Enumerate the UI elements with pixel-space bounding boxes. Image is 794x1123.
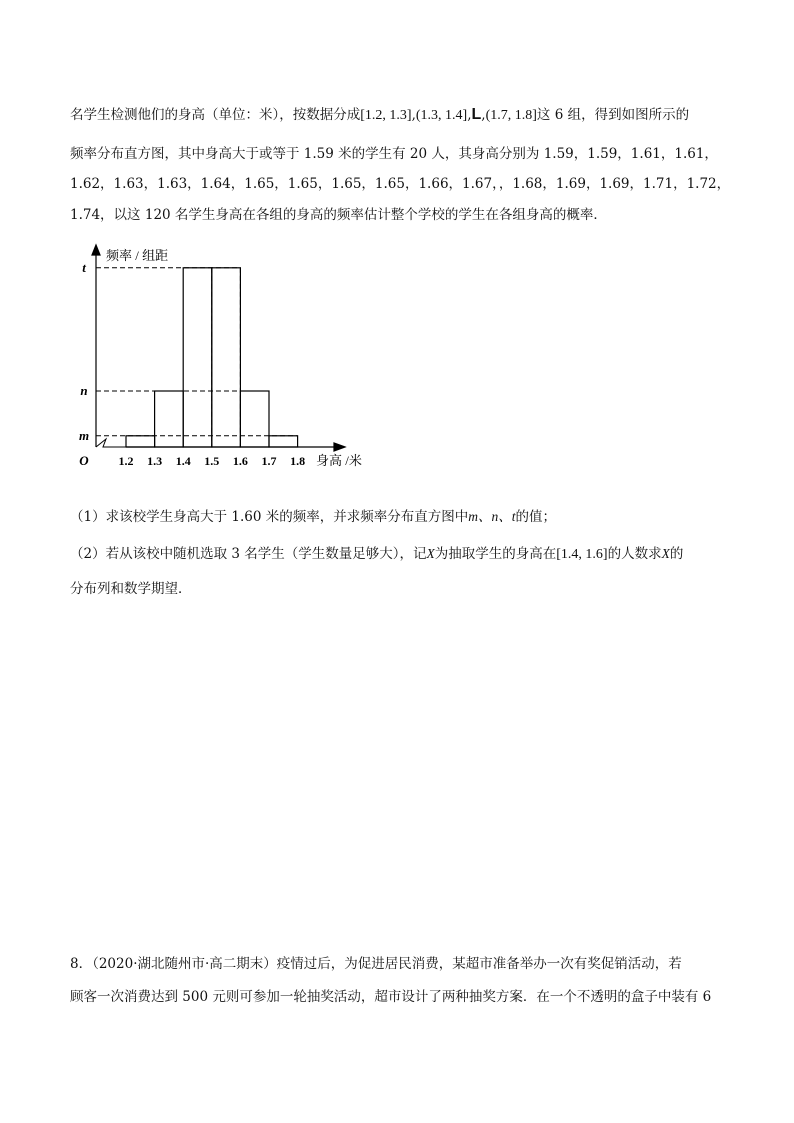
y-tick-label-t: t (82, 259, 86, 275)
x-tick-label: 1.3 (147, 454, 163, 468)
origin-label: O (79, 453, 89, 468)
histogram-bar-5 (240, 391, 269, 447)
question-2-line-2: 分布列和数学期望． (70, 581, 192, 597)
histogram-bar-6 (269, 436, 298, 447)
histogram-bar-3 (183, 268, 212, 447)
problem-8-line-2: 顾客一次消费达到 500 元则可参加一轮抽奖活动，超市设计了两种抽奖方案．在一个不透明的盒子中装有 6 (70, 989, 712, 1005)
histogram-bar-4 (212, 268, 241, 447)
axis-break-mark (96, 439, 126, 447)
question-2-text: （2）若从该校中随机选取 3 名学生（学生数量足够大），记 (70, 546, 427, 562)
var-x: X (661, 546, 670, 561)
x-tick-label: 1.2 (118, 454, 134, 468)
text-line-1: 名学生检测他们的身高（单位：米），按数据分成[1.2, 1.3],(1.3, 1.4],L,(1.7, 1.8]这 6 组，得到如图所示的 (70, 106, 690, 123)
question-1-text-end: 的值； (515, 509, 556, 525)
interval-1-4-1-6: [1.4, 1.6] (556, 547, 608, 562)
text-line-2: 频率分布直方图，其中身高大于或等于 1.59 米的学生有 20 人，其身高分别为 1.59，1.59，1.61，1.61， (70, 146, 718, 162)
x-tick-label: 1.8 (290, 454, 306, 468)
question-2-text: 为抽取学生的身高在 (434, 546, 557, 562)
text-segment: 这 6 组，得到如图所示的 (536, 107, 690, 123)
question-1 (70, 508, 556, 526)
x-tick-label: 1.5 (204, 454, 220, 468)
x-tick-label: 1.4 (175, 454, 191, 468)
var-x: X (426, 546, 435, 561)
text-line-4: 1.74，以这 120 名学生身高在各组的身高的频率估计整个学校的学生在各组身高的概率． (70, 207, 607, 223)
x-axis-arrow (334, 443, 345, 451)
y-axis-label: 频率 / 组距 (106, 248, 169, 263)
histogram-bar-2 (155, 391, 184, 447)
x-tick-label: 1.6 (232, 454, 248, 468)
x-tick-label: 1.7 (261, 454, 277, 468)
question-2-text: 的 (669, 546, 684, 562)
histogram-chart (70, 240, 370, 475)
histogram-bar-1 (126, 436, 155, 447)
y-tick-label-n: n (80, 383, 88, 398)
text-line-3: 1.62，1.63，1.63，1.64，1.65，1.65，1.65，1.65，1.66，1.67，，1.68，1.69，1.69，1.71，1.72， (70, 176, 731, 192)
ellipsis-symbol: L (471, 106, 482, 123)
x-axis-label: 身高 /米 (316, 453, 362, 468)
text-segment: 名学生检测他们的身高（单位：米），按数据分成 (70, 107, 361, 123)
question-2-line-1 (70, 545, 683, 564)
y-axis-arrow (92, 245, 100, 255)
question-1-text: （1）求该校学生身高大于 1.60 米的频率，并求频率分布直方图中 (70, 509, 469, 525)
interval-1: [1.2, 1.3] (360, 108, 412, 123)
interval-2: (1.3, 1.4] (415, 108, 468, 123)
interval-6: (1.7, 1.8] (485, 108, 537, 123)
question-2-text: 的人数求 (607, 546, 662, 562)
question-1-vars: m、n、t (468, 509, 516, 524)
problem-8-line-1: 8．（2020·湖北随州市·高二期末）疫情过后，为促进居民消费，某超市准备举办一次有奖促销活动，若 (70, 956, 682, 972)
y-tick-label-m: m (78, 427, 90, 443)
